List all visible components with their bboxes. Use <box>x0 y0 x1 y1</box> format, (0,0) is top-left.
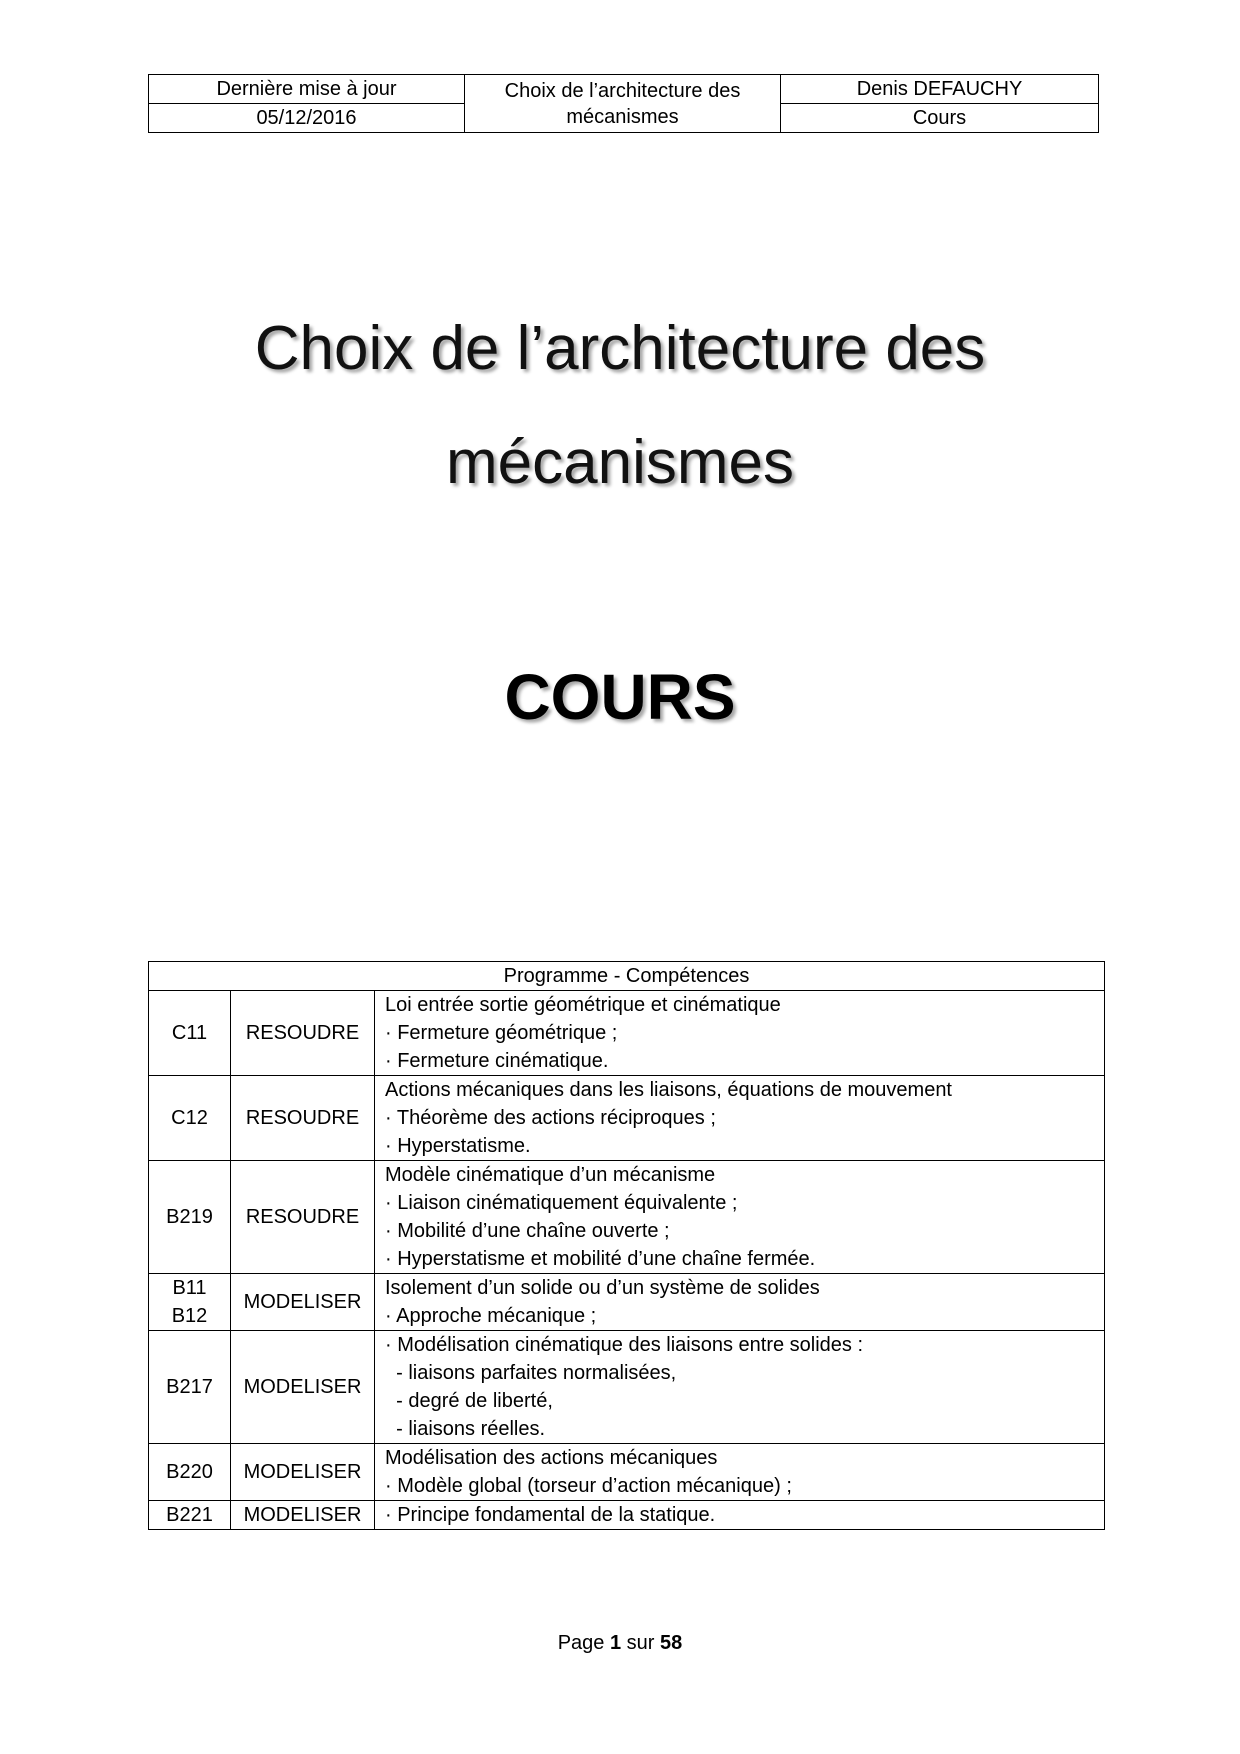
header-title <box>465 75 781 133</box>
programme-row <box>149 1161 1105 1274</box>
competence-description <box>375 1274 1105 1331</box>
competence-verb: RESOUDRE <box>231 1161 375 1274</box>
last-update-label: Dernière mise à jour <box>149 75 465 104</box>
competence-verb: RESOUDRE <box>231 1076 375 1161</box>
competence-description <box>375 1444 1105 1501</box>
competence-code-value: C11 <box>171 1022 208 1044</box>
page-footer <box>0 1632 1240 1655</box>
programme-row <box>149 991 1105 1076</box>
page-title-line1: Choix de l’architecture des <box>254 314 986 383</box>
competence-description-line: · Fermeture géométrique ; <box>385 1022 618 1044</box>
page-number: 1 <box>609 1632 622 1654</box>
competence-description-line: · Théorème des actions réciproques ; <box>385 1107 716 1129</box>
competence-code <box>149 1274 231 1331</box>
competence-description-line: · Mobilité d’une chaîne ouverte ; <box>385 1220 670 1242</box>
competence-verb: MODELISER <box>231 1501 375 1530</box>
competence-description-line: · Modélisation cinématique des liaisons entre solides : <box>385 1334 864 1356</box>
competence-code <box>149 1501 231 1530</box>
competence-description-line: · Fermeture cinématique. <box>385 1050 609 1072</box>
page-prefix: Page <box>557 1632 605 1654</box>
header-table <box>148 74 1099 133</box>
page-subtitle: COURS <box>504 661 736 733</box>
programme-row <box>149 1076 1105 1161</box>
competence-code-value: B219 <box>166 1206 213 1228</box>
competence-code-value: B11 <box>172 1277 207 1299</box>
competence-description <box>375 1161 1105 1274</box>
competence-description-line: Loi entrée sortie géométrique et cinématique <box>385 994 781 1016</box>
competence-description-line: - liaisons réelles. <box>385 1418 546 1440</box>
competence-code <box>149 1444 231 1501</box>
competence-description-line: Isolement d’un solide ou d’un système de solides <box>385 1277 820 1299</box>
competence-code <box>149 1161 231 1274</box>
competence-description-line: Actions mécaniques dans les liaisons, équations de mouvement <box>385 1079 952 1101</box>
programme-heading-row <box>149 962 1105 991</box>
competence-description-line: Modèle cinématique d’un mécanisme <box>385 1164 716 1186</box>
competence-description <box>375 991 1105 1076</box>
programme-table <box>148 961 1105 1530</box>
competence-verb: RESOUDRE <box>231 991 375 1076</box>
page-title <box>0 292 1240 520</box>
competence-description-line: - liaisons parfaites normalisées, <box>385 1362 677 1384</box>
competence-code-value: B12 <box>171 1305 208 1327</box>
competence-description-line: · Hyperstatisme et mobilité d’une chaîne fermée. <box>385 1248 816 1270</box>
competence-verb: MODELISER <box>231 1274 375 1331</box>
competence-description-line: · Modèle global (torseur d’action mécanique) ; <box>385 1475 792 1497</box>
competence-description-line: · Approche mécanique ; <box>385 1305 597 1327</box>
header-date: 05/12/2016 <box>149 104 465 133</box>
competence-description <box>375 1331 1105 1444</box>
header-title-line2: mécanismes <box>566 105 679 128</box>
competence-description <box>375 1501 1105 1530</box>
programme-row <box>149 1444 1105 1501</box>
header-title-line1: Choix de l’architecture des <box>504 79 741 102</box>
competence-code-value: B220 <box>166 1461 213 1483</box>
header-doc-type: Cours <box>781 104 1099 133</box>
page-total: 58 <box>660 1632 683 1654</box>
programme-row <box>149 1331 1105 1444</box>
competence-code <box>149 991 231 1076</box>
competence-description-line: · Liaison cinématiquement équivalente ; <box>385 1192 738 1214</box>
header-author: Denis DEFAUCHY <box>781 75 1099 104</box>
programme-row <box>149 1501 1105 1530</box>
competence-code-value: C12 <box>171 1107 208 1129</box>
competence-code-value: B221 <box>166 1504 213 1526</box>
competence-description-line: - degré de liberté, <box>385 1390 553 1412</box>
competence-code <box>149 1076 231 1161</box>
competence-description-line: Modélisation des actions mécaniques <box>385 1447 718 1469</box>
competence-description-line: · Hyperstatisme. <box>385 1135 531 1157</box>
programme-row <box>149 1274 1105 1331</box>
competence-description <box>375 1076 1105 1161</box>
competence-verb: MODELISER <box>231 1331 375 1444</box>
competence-verb: MODELISER <box>231 1444 375 1501</box>
competence-description-line: · Principe fondamental de la statique. <box>385 1504 716 1526</box>
page-separator: sur <box>626 1632 655 1654</box>
competence-code-value: B217 <box>166 1376 213 1398</box>
programme-heading: Programme - Compétences <box>149 962 1105 991</box>
page-title-line2: mécanismes <box>446 428 794 497</box>
competence-code <box>149 1331 231 1444</box>
